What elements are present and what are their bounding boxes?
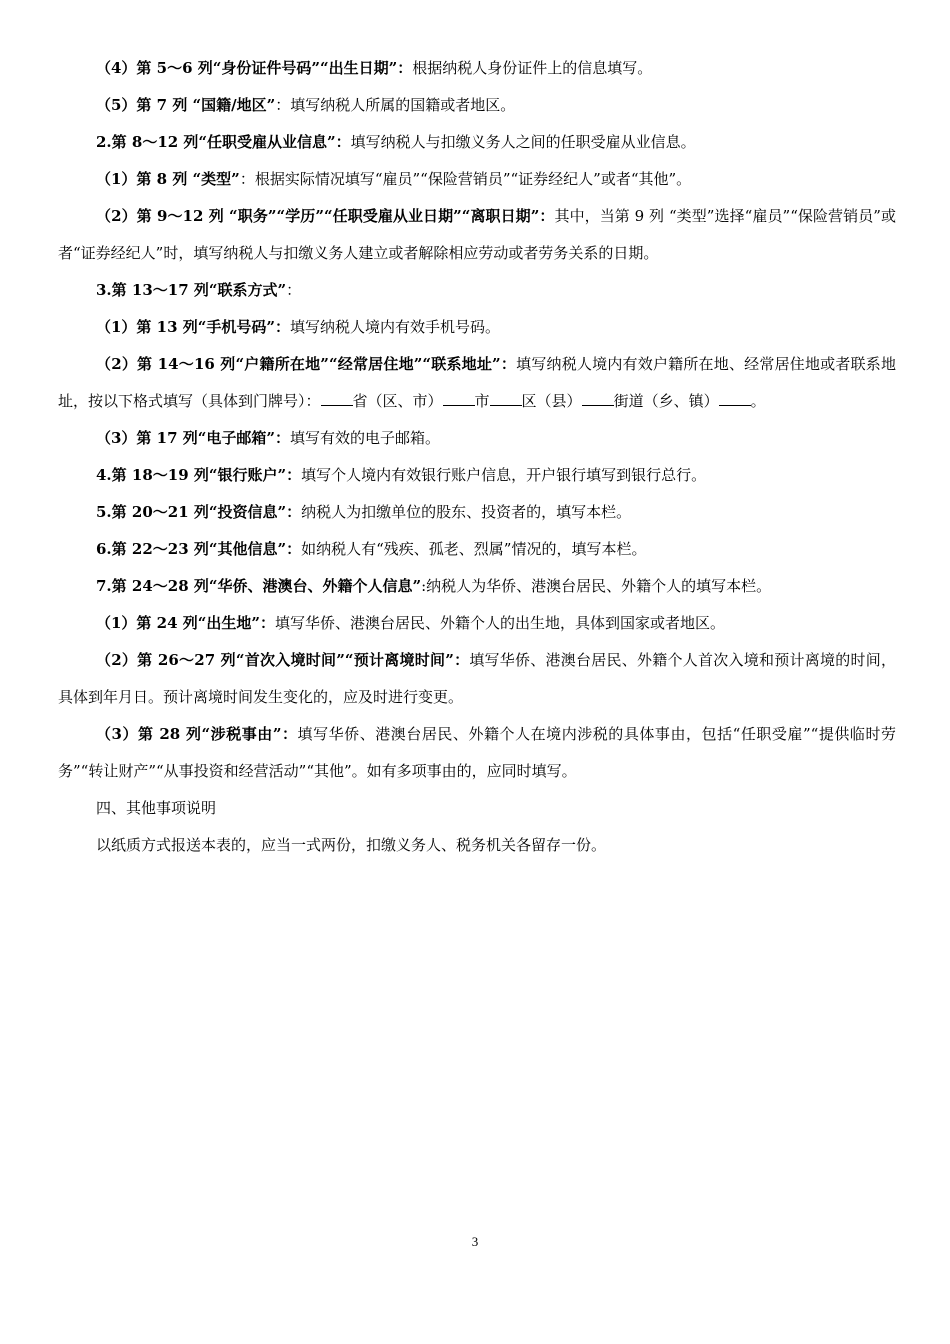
paragraph-type xyxy=(58,161,896,198)
paragraph-heading: （4）第 5～6 列“身份证件号码”“出生日期”： xyxy=(96,59,413,77)
paragraph-heading: 2.第 8～12 列“任职受雇从业信息”： xyxy=(96,133,351,151)
paragraph-text: 填写个人境内有效银行账户信息，开户银行填写到银行总行。 xyxy=(301,466,707,484)
paragraph-text: 其中，当第 9 列 “类型”选择“雇员”“保险营销员”或者“证券经纪人”时，填写纳税人与扣缴义务人建立或者解除相应劳动或者劳务关系的日期。 xyxy=(58,207,896,262)
paragraph-employment-info xyxy=(58,124,896,161)
paragraph-heading: （2）第 14～16 列“户籍所在地”“经常居住地”“联系地址”： xyxy=(96,355,517,373)
paragraph-text: ：根据实际情况填写“雇员”“保险营销员”“证券经纪人”或者“其他”。 xyxy=(239,170,692,188)
paragraph-heading: 3.第 13～17 列“联系方式” xyxy=(96,281,287,299)
paragraph-mobile xyxy=(58,309,896,346)
paragraph-address xyxy=(58,346,896,420)
paragraph-text: 根据纳税人身份证件上的信息填写。 xyxy=(412,59,653,77)
paragraph-heading: （1）第 24 列“出生地”： xyxy=(96,614,276,632)
paragraph-text: 如纳税人有“残疾、孤老、烈属”情况的，填写本栏。 xyxy=(301,540,647,558)
paragraph-heading: （5）第 7 列 “国籍/地区” xyxy=(96,96,276,114)
section-heading-other-matters xyxy=(58,790,896,827)
address-part: 区（县） xyxy=(521,392,582,410)
paragraph-position-dates xyxy=(58,198,896,272)
paragraph-other-info xyxy=(58,531,896,568)
paragraph-text: 填写华侨、港澳台居民、外籍个人的出生地，具体到国家或者地区。 xyxy=(275,614,726,632)
paragraph-text: 填写有效的电子邮箱。 xyxy=(290,429,441,447)
paragraph-text: 填写华侨、港澳台居民、外籍个人在境内涉税的具体事由，包括“任职受雇”“提供临时劳务”“转让财产”“从事投资和经营活动”“其他”。如有多项事由的，应同时填写。 xyxy=(58,725,896,780)
address-part: 街道（乡、镇） xyxy=(613,392,719,410)
paragraph-heading: 5.第 20～21 列“投资信息”： xyxy=(96,503,302,521)
paragraph-text: ： xyxy=(286,281,302,299)
paragraph-text: :纳税人为华侨、港澳台居民、外籍个人的填写本栏。 xyxy=(421,577,772,595)
paragraph-tax-reason xyxy=(58,716,896,790)
page-number: 3 xyxy=(471,1234,479,1249)
paragraph-entry-exit-time xyxy=(58,642,896,716)
address-part: 市 xyxy=(474,392,490,410)
fill-blank xyxy=(582,391,614,406)
paragraph-paper-submission xyxy=(58,827,896,864)
paragraph-text: 填写华侨、港澳台居民、外籍个人首次入境和预计离境的时间，具体到年月日。预计离境时间发生变化的，应及时进行变更。 xyxy=(58,651,896,706)
paragraph-text: ：填写纳税人所属的国籍或者地区。 xyxy=(275,96,516,114)
fill-blank xyxy=(719,391,751,406)
paragraph-investment xyxy=(58,494,896,531)
paragraph-heading: 6.第 22～23 列“其他信息”： xyxy=(96,540,302,558)
paragraph-text: 以纸质方式报送本表的，应当一式两份，扣缴义务人、税务机关各留存一份。 xyxy=(96,836,607,854)
paragraph-text: 填写纳税人与扣缴义务人之间的任职受雇从业信息。 xyxy=(350,133,696,151)
paragraph-bank-account xyxy=(58,457,896,494)
paragraph-heading: （2）第 9～12 列 “职务”“学历”“任职受雇从业日期”“离职日期”： xyxy=(96,207,555,225)
fill-blank xyxy=(443,391,475,406)
section-heading-text: 四、其他事项说明 xyxy=(96,799,217,817)
paragraph-text: 填写纳税人境内有效手机号码。 xyxy=(290,318,501,336)
fill-blank xyxy=(490,391,522,406)
paragraph-id-number-birthdate xyxy=(58,50,896,87)
paragraph-text: 纳税人为扣缴单位的股东、投资者的，填写本栏。 xyxy=(301,503,632,521)
paragraph-text: 填写纳税人境内有效户籍所在地、经常居住地或者联系地址，按以下格式填写（具体到门牌号）： xyxy=(58,355,896,410)
address-part: 省（区、市） xyxy=(352,392,443,410)
paragraph-heading: （1）第 13 列“手机号码”： xyxy=(96,318,291,336)
paragraph-heading: （3）第 28 列“涉税事由”： xyxy=(96,725,298,743)
paragraph-heading: 7.第 24～28 列“华侨、港澳台、外籍个人信息” xyxy=(96,577,422,595)
paragraph-heading: （1）第 8 列 “类型” xyxy=(96,170,240,188)
address-part: 。 xyxy=(750,392,766,410)
paragraph-heading: （2）第 26～27 列“首次入境时间”“预计离境时间”： xyxy=(96,651,470,669)
instructions-body xyxy=(58,50,896,864)
paragraph-nationality xyxy=(58,87,896,124)
paragraph-overseas-info xyxy=(58,568,896,605)
paragraph-heading: 4.第 18～19 列“银行账户”： xyxy=(96,466,302,484)
paragraph-heading: （3）第 17 列“电子邮箱”： xyxy=(96,429,291,447)
paragraph-contact-info xyxy=(58,272,896,309)
fill-blank xyxy=(321,391,353,406)
paragraph-birthplace xyxy=(58,605,896,642)
paragraph-email xyxy=(58,420,896,457)
